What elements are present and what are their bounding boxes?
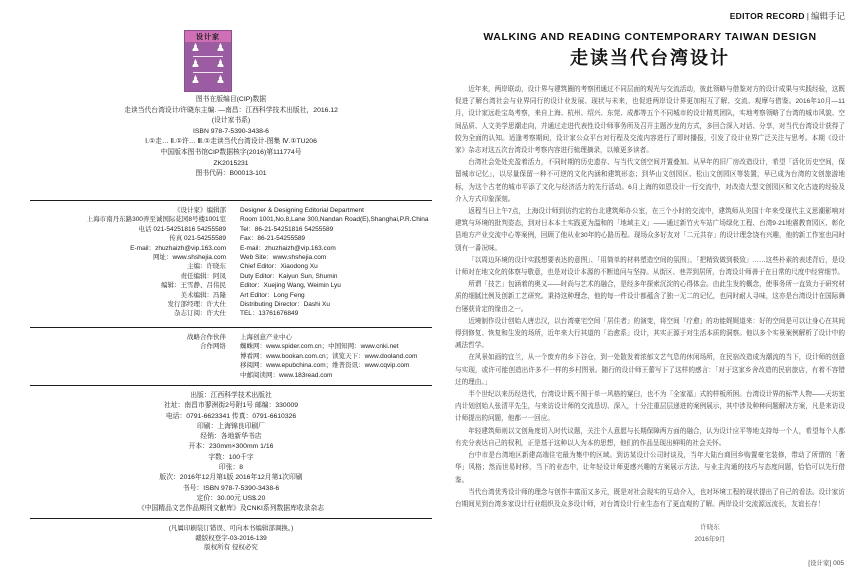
contact-en: Fax：86-21-54255589 <box>240 235 306 243</box>
article-body <box>455 84 845 516</box>
publisher-line: 印张：8 <box>218 464 244 472</box>
contact-zh: 上海市南丹东路300弄至诚国际花园8号楼1001室 <box>86 216 226 224</box>
contact-row <box>30 225 432 234</box>
contact-row <box>30 234 432 243</box>
contact-row <box>30 272 432 281</box>
publisher-line: 书号：ISBN 978-7-5390-3438-6 <box>182 484 280 492</box>
publisher-line: 字数：100千字 <box>208 453 254 461</box>
legal-line: 赣版权登字-03-2016-139 <box>195 534 267 542</box>
contact-en: TEL：13761676849 <box>240 310 299 318</box>
publisher-line: 版次：2016年12月第1版 2016年12月第1次印刷 <box>159 474 303 482</box>
contact-en: Room 1001,No.8,Lane 300,Nandan Road(E),Shanghai,P.R.China <box>240 216 429 224</box>
partner-label <box>30 371 226 380</box>
cip-block <box>30 95 432 180</box>
section-label-zh: 编辑手记 <box>810 11 845 21</box>
contact-row <box>30 206 432 215</box>
partner-label <box>30 361 226 370</box>
article-paragraph: 半个世纪以来历经迭代，台湾设计既不囿于单一风格的窠臼，也不为「全家福」式的样板所困。台湾设计界的标竿人物——天坊室内计划创始人张清平先生，与来访设计师的交流恳切、深入，十分注重层层递进的案例展示，其中涉及种种问题解决方案，凡是来访设计师提出的问题，他都一一回应。 <box>455 391 845 423</box>
figure-icon: ♟ <box>216 42 225 55</box>
divider-rule <box>30 518 432 519</box>
contact-zh: E-mail：zhuzhaizh@vip.163.com <box>130 244 226 252</box>
article-paragraph: 所谓「技艺」包涵着的奥义——时尚与艺术的融合，是经多年探索沉淀的心得体会。由此生发的概念，使事务所一直致力于研究材质的细腻比例及创新工艺研究。秉持这种理念，他的每一件设计都蕴含了独一无二的记忆，也同时耐人寻味，这亦是台湾设计在国际舞台屡获肯定的缘由之一。 <box>455 281 845 313</box>
figure-icon: ♟ <box>191 58 200 71</box>
partner-value: 移阅网：www.epubchina.com；维普资讯：www.cqvip.com <box>240 362 410 370</box>
cip-line: ISBN 978-7-5390-3438-6 <box>193 127 269 135</box>
figure-icon: ♟ <box>216 74 225 87</box>
page-number: [设计家] 005 <box>808 560 844 567</box>
divider-rule <box>30 200 432 201</box>
legal-line: (凡属印刷装订错误、可向本书编辑部调换。) <box>168 525 294 532</box>
contact-en: Art Editor：Long Feng <box>240 291 305 299</box>
partner-row <box>30 333 432 342</box>
editorial-contact-block <box>30 206 432 319</box>
cip-line: 图书在版编目(CIP)数据 <box>195 96 267 103</box>
cip-line: 走读当代台湾设计/许晓东主编. —南昌：江西科学技术出版社，2016.12 <box>124 106 338 114</box>
contact-zh: 主编：许晓东 <box>187 263 226 271</box>
cip-line: 图书代码：B00013-101 <box>195 170 267 178</box>
figure-icon: ♟ <box>191 74 200 87</box>
contact-zh: 杂志订阅：许大仕 <box>174 310 226 318</box>
divider-rule <box>30 385 432 386</box>
article-title-zh: 走读当代台湾设计 <box>570 48 730 68</box>
publisher-line: 《中国精品文艺作品期刊文献库》及CNKI系列数据库收录杂志 <box>137 505 325 513</box>
figure-icon: ♟ <box>216 58 225 71</box>
legal-line: 版权所有 侵权必究 <box>204 544 258 552</box>
contact-en: Web Site：www.shshejia.com <box>240 254 327 262</box>
cip-line: Ⅰ.①走… Ⅱ.①许… Ⅲ.①走读当代台湾设计-图集 Ⅳ.①TU206 <box>145 138 317 146</box>
publisher-line: 出版：江西科学技术出版社 <box>190 392 272 399</box>
contact-row <box>30 291 432 300</box>
partner-label: 合作网络 <box>200 343 226 351</box>
contact-row <box>30 309 432 318</box>
author-name: 许晓东 <box>700 524 720 531</box>
publisher-line: 定价：30.00元 US$.20 <box>196 494 266 502</box>
contact-en: Designer & Designing Editorial Department <box>240 207 364 214</box>
publisher-block <box>30 391 432 515</box>
contact-row <box>30 253 432 262</box>
partner-label <box>30 352 226 361</box>
contact-en: Tel：86-21-54251816 54255589 <box>240 225 334 233</box>
contact-en: Chief Editor：Xiaodong Xu <box>240 263 318 271</box>
cip-line: ZK2015231 <box>213 159 249 167</box>
contact-zh: 网址：www.shshejia.com <box>153 254 226 262</box>
contact-row <box>30 244 432 253</box>
partner-row <box>30 361 432 370</box>
divider-rule <box>30 327 432 328</box>
article-paragraph: 「以周边环境的设计实践想要表达的意图」、「用简单的材料塑造空间的氛围」、「把精致做到极致」……这些朴素的表述背后，是设计师对在地文化的体察与敬意，也是对设计本源的不断追问与坚持。从街区、巷弄到居所，台湾设计师善于在日常的尺度中经营细节。 <box>455 256 845 277</box>
article-paragraph: 台湾社会处处充盈着活力，不同时期的历史遗存、与当代文创空间并置叠加。从早年的旧厂房改造设计，希望「活化历史空间，保留城市记忆」，以尽量保留一种不可逆的文化内涵和建筑形态；到华山文创园区、松山文创园区等装置，早已成为台湾的文创旅游地标，为这个古老的城市平添了文化与经济活力的先行活动。6月上海的如恩设计一行交流中，对改造大型文创园区和文化古迹的经验及介入方式印象深刻。 <box>455 159 845 203</box>
publisher-line: 开本：230mm×300mm 1/16 <box>188 443 274 451</box>
author-signature <box>560 522 850 546</box>
cip-line: (设计家书系) <box>211 117 251 125</box>
publisher-line: 印刷：上海锦良印刷厂 <box>197 422 265 430</box>
eyebrow-separator: | <box>806 11 809 21</box>
contact-en: Editor：Xuejing Wang, Weimin Lyu <box>240 282 341 290</box>
contact-zh: 责任编辑：阿凤 <box>180 272 226 280</box>
contact-zh: 《设计家》编辑部 <box>174 207 226 214</box>
contact-en: Distributing Director：Dashi Xu <box>240 301 330 309</box>
partner-row <box>30 352 432 361</box>
publisher-line: 社址：南昌市蓼洲街2号附1号 邮编：330009 <box>163 402 299 410</box>
partner-label: 战略合作伙伴 <box>187 334 226 341</box>
section-eyebrow <box>455 10 845 22</box>
legal-block <box>30 524 432 553</box>
publisher-line: 经销：各地新华书店 <box>200 433 262 441</box>
partner-value: 蜘蛛网：www.spider.com.cn；中国知网：www.cnki.net <box>240 343 399 351</box>
partner-row <box>30 371 432 380</box>
article-paragraph: 返程当日上午7点，上海设计师到访约定的台北建筑师办公室，在三个小时的交流中，建筑师从美国十年来受现代主义思潮影响对建筑与环境的批判姿态，到对日本本土实践更为温和的「地域主义」——通过新竹火车站广场绿化工程、台湾9·21地震教育园区、彰化县地方产业交流中心等案例，回顾了他从业30年的心路历程。现场众多好友对「二元共存」的设计理念饶有兴趣，他的新工作室也同时别有一番况味。 <box>455 208 845 252</box>
partner-value: 中邮阅读网：www.183read.com <box>240 371 333 379</box>
partner-block <box>30 333 432 380</box>
contact-zh: 编辑：王雪静、吕伟民 <box>161 282 226 290</box>
publisher-line: 电话：0791-6623341 传真：0791-6610326 <box>165 412 297 420</box>
contact-zh: 电话 021-54251816 54255589 <box>138 225 226 233</box>
contact-row <box>30 262 432 271</box>
article-paragraph: 台中市是台湾地区新建高端住宅最为集中的区域。到访某设计公司时谈及，当年大陆台商回乡购置豪宅装修，带动了所谓的「奢华」风格；然而世易时移，当下的业态中，让年轻设计师更感兴趣的方案展示方法、与业主沟通的技巧与态度问题，恰恰可以先行借鉴。 <box>455 452 845 484</box>
contact-zh: 传真 021-54255589 <box>169 235 226 243</box>
book-cover-thumbnail <box>184 30 232 92</box>
article-paragraph: 近境制作设计创始人唐忠汉，以台湾豪宅空间「居住者」的演变，将空间「疗愈」的功能娓娓道来：好的空间是可以让身心在其间得到修复、恢复和生发的场所，近年来大行其道的「治愈系」设计，其实正源于对生活本质的洞察。他以多个实景案例解析了设计中的减法哲学。 <box>455 317 845 350</box>
article-paragraph: 近年来，两岸联动，设计界与建筑圈的考察团通过不同层面的观光与交流活动，彼此领略与借鉴对方的设计成果与实践经验，这既促进了解台湾社会与业界同行的设计业发展、现状与未来，也促进两岸设计界更加相互了解、交流、观摩与借鉴。2016年10月—11月，设计家远赴宝岛考察，来自上海、杭州、绍兴、东莞、成都等五个不同城市的设计精英团队，实地考察领略了台湾的城市风貌、空间品质、人文美学思潮走向，并通过走进代表性设计师事务所及召开主题沙龙的方式，多回合深入对话、分享，对当代台湾设计获得了较为全面的认知。适逢考察期间，设计家公众平台对行程及交流内容进行了即时播报，引发了设计业界广泛关注与思考。本期《设计家》杂志对这五次台湾设计考察内容进行梳理摘录，以飨更多读者。 <box>455 86 845 155</box>
article-paragraph: 当代台湾优秀设计师的理念与创作丰富而又多元，既是对社会现实的互动介入，也对环境工程的现状提出了自己的看法。设计家访台期间见到台湾多家设计行业组织及众多设计师，对台湾设计行业生态有了更直观的了解。两岸设计交流源远流长，友谊长存！ <box>455 488 845 508</box>
section-label-en: EDITOR RECORD <box>729 11 805 21</box>
figure-icon: ♟ <box>191 42 200 55</box>
partner-value: 博看网：www.bookan.com.cn；读览天下：www.dooland.com <box>240 352 418 360</box>
contact-row <box>30 300 432 309</box>
partner-value: 上海创意产业中心 <box>240 334 292 341</box>
contact-zh: 美术编辑：冯隆 <box>180 291 226 299</box>
cip-line: 中国版本图书馆CIP数据核字(2016)第111774号 <box>160 148 302 156</box>
contact-row <box>30 281 432 290</box>
article-title-en: WALKING AND READING CONTEMPORARY TAIWAN DESIGN <box>483 31 817 43</box>
signature-date: 2016年9月 <box>694 536 726 543</box>
contact-en: E-mail：zhuzhaizh@vip.163.com <box>240 244 336 252</box>
article-paragraph: 年轻建筑师则以文创角度切入时代议题，关注个人意愿与长期保障两方面的融合，认为设计应平等地支持每一个人，希望每个人都有充分表达自己的权利，正是基于这种以人为本的思想，他们的作品呈现出鲜明的社会关怀。 <box>455 427 845 447</box>
partner-row <box>30 342 432 351</box>
contact-en: Duty Editor：Kaiyun Sun, Shumin <box>240 272 338 280</box>
book-cover-title: 设计家 <box>185 31 231 42</box>
contact-zh: 发行部经理：许大仕 <box>167 301 226 309</box>
contact-row <box>30 215 432 224</box>
article-paragraph: 在风景如画的宜兰，从一个废弃的乡下谷仓，到一处散发着浓郁文艺气息的休闲场所，在民宿改造成为潮流的当下，设计师的创意与实现，或许可能创造出许多不一样的乡村图景。随行的设计师王蕾写下了这样的感言：「对于这家乡舍改造的民宿旅店，有着不容错过的理由。」 <box>455 354 845 386</box>
